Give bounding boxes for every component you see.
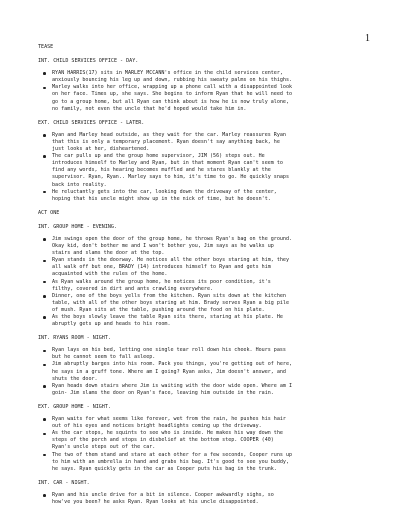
bullet-icon	[43, 238, 46, 241]
bullet-icon	[43, 134, 46, 137]
beat-list	[38, 132, 376, 203]
page-number: 1	[365, 33, 370, 44]
bullet-icon	[43, 281, 46, 284]
beat-line: just looks at her, disheartened.	[52, 146, 150, 153]
beat-list	[38, 416, 376, 473]
beat-line: The two of them stand and stare at each other for a few seconds, Cooper runs up	[52, 451, 293, 458]
beat-item	[38, 383, 376, 397]
beat-list	[38, 492, 376, 506]
beat-line: that this is only a temporary placement. Ryan doesn't say anything back, he	[52, 138, 280, 145]
script-body	[38, 44, 376, 506]
beat-line: shuts the door.	[52, 375, 98, 382]
scene-heading: INT. GROUP HOME - EVENING.	[38, 223, 118, 230]
beat-line: stairs and slams the door at the top.	[52, 250, 165, 257]
beat-item	[38, 257, 376, 278]
section-gap	[38, 328, 376, 335]
section-gap	[38, 113, 376, 120]
beat-line: Ryan waits for what seems like forever, wet from the rain, he pushes his hair	[52, 416, 286, 423]
beat-line: As the car stops, he squints to see who is inside. He makes his way down the	[52, 430, 283, 437]
beat-item	[38, 132, 376, 153]
bullet-icon	[43, 494, 46, 497]
section-gap	[38, 203, 376, 210]
section-gap	[38, 51, 376, 58]
beat-item	[38, 314, 376, 328]
beat-line: Dinner, one of the boys yells from the kitchen. Ryan sits down at the kitchen	[52, 292, 286, 299]
beat-line: all walk off but one, BRADY (14) introduces himself to Ryan and gets him	[52, 264, 271, 271]
beat-line: hoping that his uncle might show up in the nick of time, but he doesn't.	[52, 195, 271, 202]
beat-item	[38, 361, 376, 382]
beat-line: table, with all of the other boys staring at him. Brady serves Ryan a big pile	[52, 299, 290, 306]
scene-heading: EXT. GROUP HOME - NIGHT.	[38, 403, 111, 410]
beat-line: As the boys slowly leave the table Ryan sits there, staring at his plate. He	[52, 314, 283, 320]
scene-heading: TEASE	[38, 44, 54, 50]
beat-line: out of his eyes and notices bright headlights coming up the driveway.	[52, 423, 262, 430]
beat-item	[38, 452, 376, 473]
beat-line: Ryan's uncle steps out of the car.	[52, 444, 156, 451]
scene-heading: INT. RYANS ROOM - NIGHT.	[38, 335, 111, 342]
beat-item	[38, 293, 376, 314]
beat-item	[38, 279, 376, 293]
beat-item	[38, 347, 376, 361]
bullet-icon	[43, 350, 46, 353]
beat-line: how've you been? he asks Ryan. Ryan looks at his uncle disappointed.	[52, 498, 259, 505]
beat-line: find any words, his hearing becomes muffled and he stares blankly at the	[52, 167, 271, 174]
bullet-icon	[43, 87, 46, 90]
beat-line: He reluctantly gets into the car, looking down the driveway of the center,	[52, 188, 277, 195]
scene-heading: INT. CAR - NIGHT.	[38, 479, 90, 486]
bullet-icon	[43, 191, 46, 194]
beat-item	[38, 430, 376, 451]
beat-item	[38, 416, 376, 430]
beat-line: goin- Jim slams the door on Ryan's face, leaving him outside in the rain.	[52, 389, 274, 396]
bullet-icon	[43, 155, 46, 158]
bullet-icon	[43, 72, 46, 75]
beat-list	[38, 236, 376, 328]
section-gap	[38, 397, 376, 404]
beat-list	[38, 70, 376, 113]
section-gap	[38, 217, 376, 224]
beat-line: Ryan lays on his bed, letting one single tear roll down his cheek. Hours pass	[52, 347, 286, 354]
bullet-icon	[43, 260, 46, 263]
beat-line: of mush. Ryan sits at the table, pushing around the food on his plate.	[52, 306, 265, 313]
beat-line: no family, not even the uncle that he'd hoped would take him in.	[52, 105, 247, 112]
beat-item	[38, 84, 376, 112]
beat-line: RYAN HARRIS(17) sits in MARLEY MCCANN's office in the child services center,	[52, 70, 283, 77]
beat-line: As Ryan walks around the group home, he notices its poor condition, it's	[52, 278, 271, 285]
beat-line: abruptly gets up and heads to his room.	[52, 321, 171, 328]
beat-line: go to a group home, but all Ryan can think about is how he is now truly alone,	[52, 98, 290, 105]
beat-line: The car pulls up and the group home supervisor, JIM (56) steps out. He	[52, 153, 265, 160]
bullet-icon	[43, 364, 46, 367]
beat-line: Ryan and his uncle drive for a bit in silence. Cooper awkwardly sighs, so	[52, 491, 274, 498]
bullet-icon	[43, 316, 46, 319]
beat-line: but he cannot seem to fall asleep.	[52, 354, 156, 361]
beat-item	[38, 189, 376, 203]
bullet-icon	[43, 454, 46, 457]
beat-line: he says. Ryan quickly gets in the car as Cooper puts his bag in the trunk.	[52, 465, 277, 472]
beat-line: steps of the porch and stops in disbelief at the bottom step. COOPER (40)	[52, 437, 274, 444]
beat-line: supervisor. Ryan, Ryan.. Marley says to him, it's time to go. He quickly snaps	[52, 174, 290, 181]
section-gap	[38, 473, 376, 480]
bullet-icon	[43, 295, 46, 298]
beat-list	[38, 347, 376, 397]
beat-line: Marley walks into her office, wrapping up a phone call with a disappointed look	[52, 84, 293, 91]
beat-line: to him with an umbrella in hand and grabs his bag. It's good to see you buddy,	[52, 458, 290, 465]
beat-line: he says in a gruff tone. Where am I going? Ryan asks, Jim doesn't answer, and	[52, 368, 286, 375]
bullet-icon	[43, 433, 46, 436]
scene-heading: INT. CHILD SERVICES OFFICE - DAY.	[38, 58, 139, 65]
beat-line: filthy, covered in dirt and ants crawling everywhere.	[52, 285, 214, 292]
bullet-icon	[43, 385, 46, 388]
beat-line: acquainted with the rules of the home.	[52, 271, 168, 278]
beat-line: Ryan heads down stairs where Jim is waiting with the door wide open. Where am I	[52, 382, 293, 389]
beat-line: Ryan and Marley head outside, as they wait for the car. Marley reassures Ryan	[52, 131, 286, 138]
beat-line: introduces himself to Marley and Ryan, but in that moment Ryan can't seem to	[52, 160, 283, 167]
beat-line: anxiously bouncing his leg up and down, rubbing his sweaty palms on his thighs.	[52, 77, 293, 84]
beat-line: Ryan stands in the doorway. He notices all the other boys staring at him, they	[52, 257, 290, 264]
beat-item	[38, 236, 376, 257]
scene-heading: ACT ONE	[38, 209, 60, 216]
beat-item	[38, 70, 376, 84]
bullet-icon	[43, 418, 46, 421]
beat-line: back into reality.	[52, 181, 107, 188]
beat-line: Okay kid, don't bother me and I won't bother you, Jim says as he walks up	[52, 243, 274, 250]
beat-item	[38, 153, 376, 188]
beat-item	[38, 492, 376, 506]
beat-line: Jim swings open the door of the group home, he throws Ryan's bag on the ground.	[52, 235, 293, 242]
beat-line: Jim abruptly barges into his room. Pack you things, you're getting out of here,	[52, 361, 293, 368]
beat-line: on her face. Times up, she says. She begins to inform Ryan that he will need to	[52, 91, 293, 98]
scene-heading: EXT. CHILD SERVICES OFFICE - LATER.	[38, 119, 145, 126]
